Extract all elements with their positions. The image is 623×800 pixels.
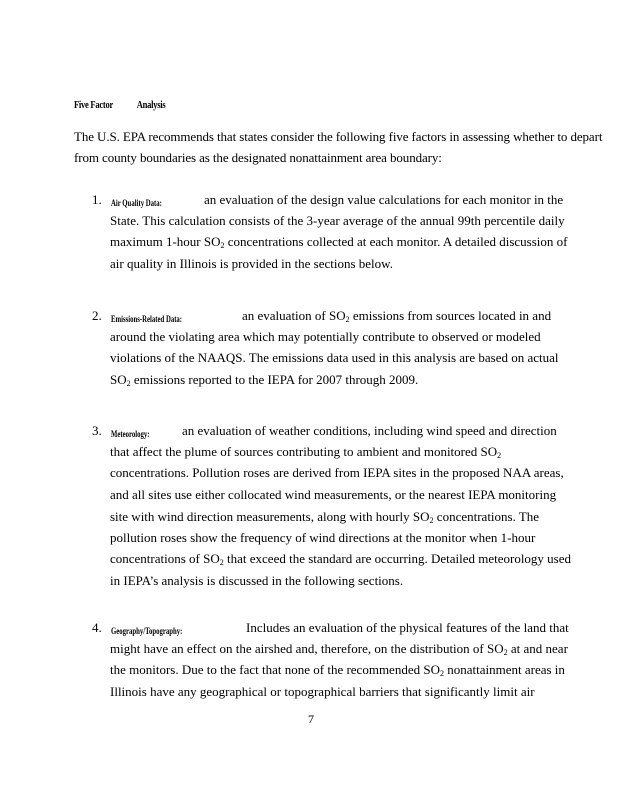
item-label: Air Quality Data: xyxy=(111,198,162,208)
intro-paragraph: The U.S. EPA recommends that states consider the following five factors in assessing whether to depart from county boundaries as the designated nonattainment area boundary: xyxy=(74,129,603,165)
item-line: violations of the NAAQS. The emissions data used in this analysis are based on actual xyxy=(110,350,559,365)
item-line: around the violating area which may potentially contribute to observed or modeled xyxy=(110,329,541,344)
item-line: Includes an evaluation of the physical features of the land that xyxy=(246,620,569,635)
item-line: Illinois have any geographical or topographical barriers that significantly limit air xyxy=(110,684,535,699)
item-line: might have an effect on the airshed and, therefore, on the distribution of $SO_2$ at and near xyxy=(110,641,568,657)
item-line: an evaluation of $SO_2$ emissions from sources located in and xyxy=(242,308,552,324)
item-number: 1. xyxy=(92,192,102,207)
item-label: Emissions-Related Data: xyxy=(111,314,183,324)
heading-part-2: Analysis xyxy=(136,100,166,111)
item-line: pollution roses show the frequency of wind directions at the monitor when 1-hour xyxy=(110,530,536,545)
item-line: the monitors. Due to the fact that none of the recommended $SO_2$ nonattainment areas in xyxy=(110,662,565,678)
item-line: an evaluation of weather conditions, including wind speed and direction xyxy=(182,423,557,438)
item-number: 4. xyxy=(92,620,102,635)
item-label: Geography/Topography: xyxy=(111,626,183,636)
item-line: an evaluation of the design value calculations for each monitor in the xyxy=(204,192,564,207)
item-line: State. This calculation consists of the 3-year average of the annual 99th percentile daily xyxy=(110,213,565,228)
item-line: $SO_2$ emissions reported to the IEPA for 2007 through 2009. xyxy=(110,372,419,388)
item-line: maximum 1-hour $SO_2$ concentrations collected at each monitor. A detailed discussion of xyxy=(110,234,568,250)
item-number: 2. xyxy=(92,308,102,323)
item-line: and all sites use either collocated wind measurements, or the nearest IEPA monitoring xyxy=(110,487,557,502)
item-line: concentrations of $SO_2$ that exceed the standard are occurring. Detailed meteorology used xyxy=(110,551,572,567)
item-line: in IEPA’s analysis is discussed in the following sections. xyxy=(110,573,404,588)
item-line: site with wind direction measurements, along with hourly $SO_2$ concentrations. The xyxy=(110,509,540,525)
section-heading xyxy=(74,100,165,111)
item-line: concentrations. Pollution roses are derived from IEPA sites in the proposed NAA areas, xyxy=(110,465,564,480)
item-line: that affect the plume of sources contributing to ambient and monitored $SO_2$ xyxy=(110,444,502,460)
heading-part-1: Five Factor xyxy=(74,100,113,111)
item-label: Meteorology: xyxy=(111,429,150,439)
item-line: air quality in Illinois is provided in the sections below. xyxy=(110,256,393,271)
page-number: 7 xyxy=(308,712,314,726)
item-number: 3. xyxy=(92,423,102,438)
